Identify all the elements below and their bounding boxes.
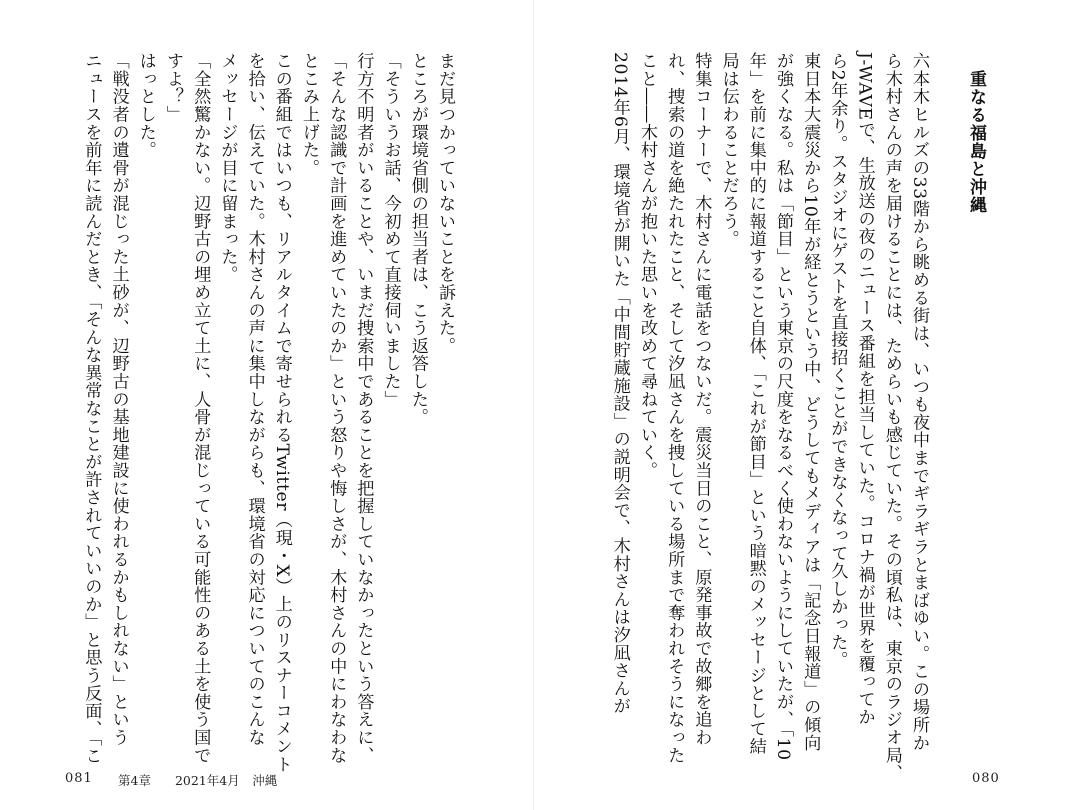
body-line: ニュースを前年に読んだとき、「そんな異常なことが許されていいのか」と思う反面、「こ bbox=[81, 52, 102, 765]
body-line: J-WAVEで、生放送の夜のニュース番組を担当していた。コロナ禍が世界を覆ってか bbox=[854, 52, 875, 726]
body-line: 行方不明者がいることや、いまだ捜索中であることを把握していなかったという答えに、 bbox=[353, 52, 374, 764]
body-line: こと――木村さんが抱いた思いを改めて尋ねていく。 bbox=[636, 52, 657, 480]
body-line: まだ見つかっていないことを訴えた。 bbox=[435, 52, 455, 355]
body-line: が強くなる。私は「節目」という東京の尺度をなるべく使わないようにしていたが、「10 bbox=[772, 52, 793, 761]
body-line: この番組ではいつも、リアルタイムで寄せられるTwitter（現・X）上のリスナーコメント bbox=[271, 52, 292, 774]
body-line: 年」を前に集中的に報道すること自体、「これが節目」という暗黙のメッセージとして結 bbox=[745, 52, 766, 756]
body-line: 六本木ヒルズの33階から眺める街は、いつも夜中までギラギラとまばゆい。この場所か bbox=[909, 52, 929, 752]
section-heading: 重なる福島と沖縄 bbox=[966, 70, 986, 214]
body-line: 東日本大震災から10年が経とうという中、どうしてもメディアは「記念日報道」の傾向 bbox=[800, 52, 821, 752]
body-line: 「全然驚かない。辺野古の埋め立て土に、人骨が混じっている可能性のある土を使う国で bbox=[190, 52, 211, 764]
body-line: ら2年余り。スタジオにゲストを直接招くことができなくなって久しかった。 bbox=[827, 52, 848, 669]
body-line: 2014年6月、環境省が開いた「中間貯蔵施設」の説明会で、木村さんは汐凪さんが bbox=[609, 52, 630, 715]
body-line: はっとした。 bbox=[135, 52, 156, 159]
body-line: ら木村さんの声を届けることには、ためらいも感じていた。その頃私は、東京のラジオ局、 bbox=[881, 52, 902, 782]
left-page-body bbox=[62, 52, 458, 774]
right-page-body bbox=[592, 52, 932, 782]
body-line: とこみ上げた。 bbox=[298, 52, 319, 177]
running-head-chapter: 第4章 bbox=[118, 773, 151, 788]
body-line: 局は伝わることだろう。 bbox=[718, 52, 739, 248]
running-head bbox=[118, 771, 297, 789]
page-number-left: 081 bbox=[65, 771, 93, 786]
body-line: メッセージが目に留まった。 bbox=[217, 52, 238, 284]
body-line: すよ？」 bbox=[162, 52, 183, 124]
body-line: ところが環境省側の担当者は、こう返答した。 bbox=[407, 52, 428, 426]
page-number-right: 080 bbox=[972, 771, 1000, 786]
body-line: 特集コーナーで、木村さんに電話をつないだ。震災当日のこと、原発事故で故郷を追わ bbox=[691, 52, 712, 747]
body-line: 「戦没者の遺骨が混じった土砂が、辺野古の基地建設に使われるかもしれない」という bbox=[108, 52, 129, 747]
right-page bbox=[534, 0, 1068, 810]
body-line: れ、捜索の道を絶たれたこと、そして汐凪さんを捜している場所まで奪われそうになった bbox=[664, 52, 685, 764]
body-line: 「そういうお話、今初めて直接伺いました」 bbox=[380, 52, 401, 408]
body-line: 「そんな認識で計画を進めていたのか」という怒りや悔しさが、木村さんの中にわなわな bbox=[326, 52, 347, 764]
running-head-title: 2021年4月 沖縄 bbox=[174, 773, 278, 788]
body-line: を拾い、伝えていた。木村さんの声に集中しながらも、環境省の対応についてのこんな bbox=[244, 52, 265, 747]
